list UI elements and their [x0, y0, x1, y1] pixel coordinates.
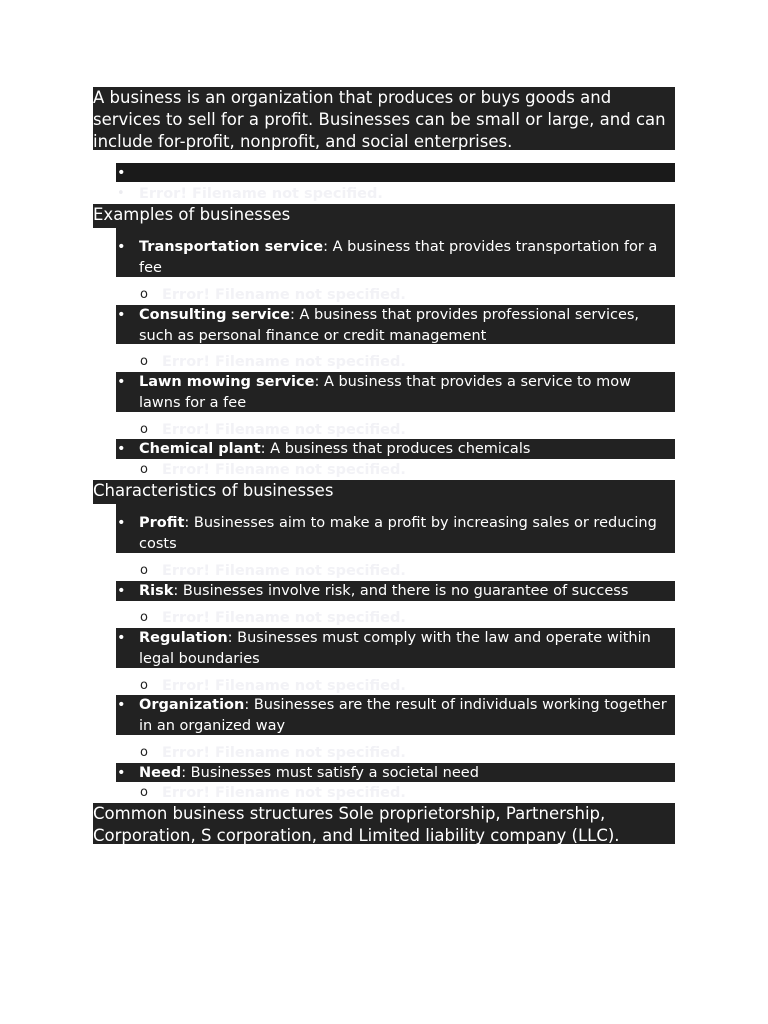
sub-bullet-icon: o [140, 462, 148, 477]
list-item: • Consulting service: A business that provides professional services, such as personal finance or credit management [116, 305, 675, 344]
list-item: • Organization: Businesses are the result of individuals working together in an organized way [116, 695, 675, 735]
error-message: o Error! Filename not specified. [140, 462, 406, 478]
list-item: • Lawn mowing service: A business that provides a service to mow lawns for a fee [116, 372, 675, 412]
bullet-icon: • [117, 697, 126, 713]
error-message: o Error! Filename not specified. [140, 785, 406, 801]
sub-bullet-icon: o [140, 287, 148, 302]
error-message: o Error! Filename not specified. [140, 745, 406, 761]
sub-bullet-icon: o [140, 745, 148, 760]
list-item: • Profit: Businesses aim to make a profit by increasing sales or reducing costs [116, 504, 675, 553]
list-item: • Chemical plant: A business that produces chemicals [116, 439, 675, 459]
error-message: • Error! Filename not specified. [117, 186, 383, 202]
error-message: o Error! Filename not specified. [140, 610, 406, 626]
structures-paragraph: Common business structures Sole proprietorship, Partnership, Corporation, S corporation, and Limited liability company (LLC). [93, 803, 675, 844]
bullet-icon: • [117, 765, 126, 781]
list-item: • Transportation service: A business that provides transportation for a fee [116, 228, 675, 277]
bullet-icon: • [117, 374, 126, 390]
bullet-icon: • [117, 239, 126, 255]
sub-bullet-icon: o [140, 354, 148, 369]
list-item: • Need: Businesses must satisfy a societal need [116, 763, 675, 782]
bullet-icon: • [117, 515, 126, 531]
bullet-icon: • [117, 630, 126, 646]
sub-bullet-icon: o [140, 678, 148, 693]
bullet-icon: • [117, 165, 126, 181]
error-message: o Error! Filename not specified. [140, 563, 406, 579]
list-item: • Risk: Businesses involve risk, and there is no guarantee of success [116, 581, 675, 601]
characteristics-heading: Characteristics of businesses [93, 480, 675, 504]
examples-heading: Examples of businesses [93, 204, 675, 228]
sub-bullet-icon: o [140, 563, 148, 578]
bullet-icon: • [117, 583, 126, 599]
intro-paragraph [93, 87, 675, 150]
error-message: o Error! Filename not specified. [140, 422, 406, 438]
intro-text: A business is an organization that produces or buys goods and services to sell for a profit. Businesses can be small or large, and can include for-profit, nonprofit, and social enterprises. [93, 88, 666, 151]
sub-bullet-icon: o [140, 785, 148, 800]
list-item: • Regulation: Businesses must comply with the law and operate within legal boundaries [116, 628, 675, 668]
sub-bullet-icon: o [140, 422, 148, 437]
sub-bullet-icon: o [140, 610, 148, 625]
bullet-icon: • [117, 186, 125, 201]
error-message: o Error! Filename not specified. [140, 287, 406, 303]
bullet-icon: • [117, 307, 126, 323]
bullet-icon: • [117, 441, 126, 457]
empty-bullet-item [116, 163, 675, 182]
error-message: o Error! Filename not specified. [140, 678, 406, 694]
error-message: o Error! Filename not specified. [140, 354, 406, 370]
